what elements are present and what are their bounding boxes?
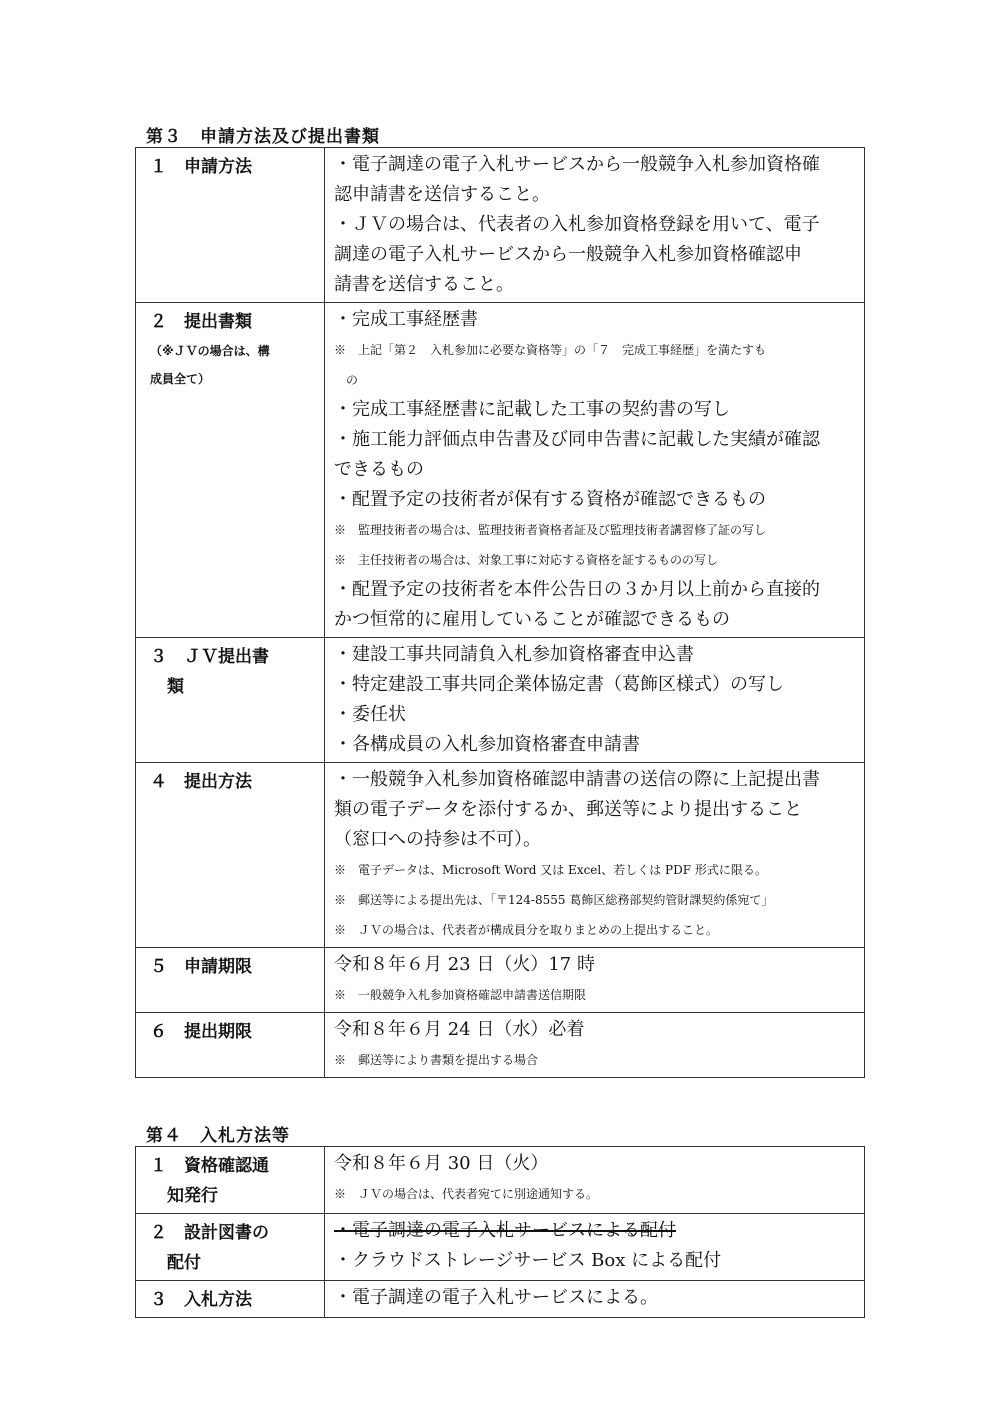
content-line: （窓口への持参は不可）。 bbox=[334, 829, 541, 850]
content-line: 調達の電子入札サービスから一般競争入札参加資格確認申 bbox=[334, 244, 802, 265]
content-line: ・施工能力評価点申告書及び同申告書に記載した実績が確認 bbox=[334, 429, 820, 450]
note-line: ※ 一般競争入札参加資格確認申請書送信期限 bbox=[334, 988, 587, 1002]
row-label: １ 申請方法 bbox=[150, 157, 252, 177]
row-label-cell bbox=[136, 303, 325, 638]
content-line: ・ＪＶの場合は、代表者の入札参加資格登録を用いて、電子 bbox=[334, 214, 820, 235]
row-label-cell bbox=[136, 1214, 325, 1281]
section3-table bbox=[135, 147, 865, 1078]
content-line: ・特定建設工事共同企業体協定書（葛飾区様式）の写し bbox=[334, 674, 784, 695]
note-line: の bbox=[334, 373, 359, 387]
row-label: ２ 設計図書の bbox=[150, 1223, 269, 1243]
row-label-cell bbox=[136, 1147, 325, 1214]
note-line: ※ ＪＶの場合は、代表者が構成員分を取りまとめの上提出すること。 bbox=[334, 923, 719, 937]
row-label: ３ 入札方法 bbox=[150, 1290, 252, 1310]
section4-table bbox=[135, 1146, 865, 1318]
row-label-cont: 知発行 bbox=[150, 1186, 218, 1206]
section3-title: 第３ 申請方法及び提出書類 bbox=[146, 127, 380, 147]
row-content-cell bbox=[325, 638, 865, 763]
section4-title: 第４ 入札方法等 bbox=[146, 1126, 290, 1146]
row-content-cell bbox=[325, 148, 865, 303]
content-line: ・委任状 bbox=[334, 704, 406, 725]
content-line: ・完成工事経歴書に記載した工事の契約書の写し bbox=[334, 399, 730, 420]
row-content-cell bbox=[325, 303, 865, 638]
row-label-cell bbox=[136, 763, 325, 948]
content-line: 認申請書を送信すること。 bbox=[334, 184, 550, 205]
row-label: ５ 申請期限 bbox=[150, 957, 252, 977]
content-line: ・配置予定の技術者を本件公告日の３か月以上前から直接的 bbox=[334, 579, 820, 600]
table-row bbox=[136, 948, 865, 1013]
row-label-cell bbox=[136, 948, 325, 1013]
content-line: ・完成工事経歴書 bbox=[334, 309, 478, 330]
note-line: ※ 郵送等により書類を提出する場合 bbox=[334, 1053, 539, 1067]
content-line: かつ恒常的に雇用していることが確認できるもの bbox=[334, 609, 730, 630]
content-line: ・クラウドストレージサービス Box による配付 bbox=[334, 1250, 722, 1271]
row-label-cell bbox=[136, 1281, 325, 1318]
row-label-note: （※ＪＶの場合は、構 bbox=[150, 344, 270, 358]
row-label: ４ 提出方法 bbox=[150, 772, 252, 792]
row-label: ２ 提出書類 bbox=[150, 312, 252, 332]
row-content-cell bbox=[325, 1147, 865, 1214]
row-label: ３ ＪＶ提出書 bbox=[150, 647, 269, 667]
note-line: ※ 上記「第２ 入札参加に必要な資格等」の「７ 完成工事経歴」を満たすも bbox=[334, 343, 767, 357]
row-label-cell bbox=[136, 1013, 325, 1078]
content-line: 令和８年６月 23 日（火）17 時 bbox=[334, 954, 595, 975]
content-line: ・一般競争入札参加資格確認申請書の送信の際に上記提出書 bbox=[334, 769, 820, 790]
row-label: １ 資格確認通 bbox=[150, 1156, 269, 1176]
table-row bbox=[136, 1281, 865, 1318]
note-line: ※ ＪＶの場合は、代表者宛てに別途通知する。 bbox=[334, 1187, 599, 1201]
note-line: ※ 電子データは、Microsoft Word 又は Excel、若しくは PDF 形式に限る。 bbox=[334, 863, 767, 877]
row-label-cont: 配付 bbox=[150, 1253, 201, 1273]
row-content-cell bbox=[325, 1013, 865, 1078]
row-label-cell bbox=[136, 638, 325, 763]
table-row bbox=[136, 638, 865, 763]
note-line: ※ 郵送等による提出先は、「〒124-8555 葛飾区総務部契約管財課契約係宛て」 bbox=[334, 893, 774, 907]
row-label-note: 成員全て） bbox=[150, 372, 211, 386]
note-line: ※ 主任技術者の場合は、対象工事に対応する資格を証するものの写し bbox=[334, 553, 719, 567]
row-label-cell bbox=[136, 148, 325, 303]
content-line: ・電子調達の電子入札サービスから一般競争入札参加資格確 bbox=[334, 154, 820, 175]
table-row bbox=[136, 148, 865, 303]
table-row bbox=[136, 303, 865, 638]
content-line: 令和８年６月 24 日（水）必着 bbox=[334, 1019, 585, 1040]
content-line: ・電子調達の電子入札サービスによる。 bbox=[334, 1287, 658, 1308]
table-row bbox=[136, 1013, 865, 1078]
content-line: 類の電子データを添付するか、郵送等により提出すること bbox=[334, 799, 802, 820]
row-label: ６ 提出期限 bbox=[150, 1022, 252, 1042]
table-row bbox=[136, 763, 865, 948]
content-line: 請書を送信すること。 bbox=[334, 274, 514, 295]
note-line: ※ 監理技術者の場合は、監理技術者資格者証及び監理技術者講習修了証の写し bbox=[334, 523, 767, 537]
content-line: ・各構成員の入札参加資格審査申請書 bbox=[334, 734, 640, 755]
row-content-cell bbox=[325, 948, 865, 1013]
content-line: ・建設工事共同請負入札参加資格審査申込書 bbox=[334, 644, 694, 665]
table-row bbox=[136, 1214, 865, 1281]
content-line: ・電子調達の電子入札サービスによる配付 bbox=[334, 1220, 676, 1241]
content-line: 令和８年６月 30 日（火） bbox=[334, 1153, 549, 1174]
content-line: できるもの bbox=[334, 459, 424, 480]
row-label-cont: 類 bbox=[150, 677, 184, 697]
row-content-cell bbox=[325, 1214, 865, 1281]
content-line: ・配置予定の技術者が保有する資格が確認できるもの bbox=[334, 489, 766, 510]
row-content-cell bbox=[325, 1281, 865, 1318]
table-row bbox=[136, 1147, 865, 1214]
row-content-cell bbox=[325, 763, 865, 948]
